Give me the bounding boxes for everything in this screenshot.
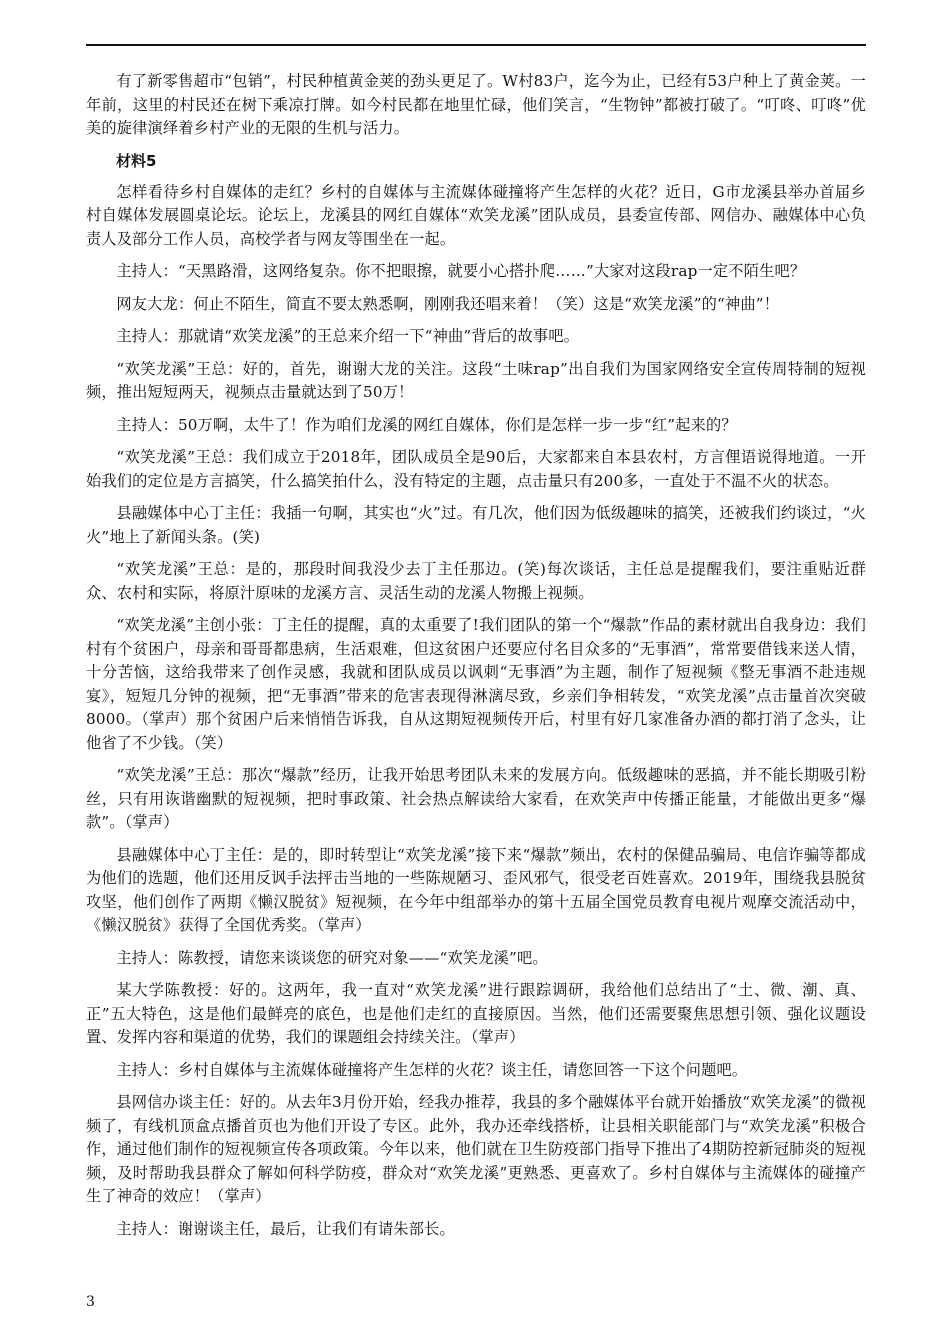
paragraph: 怎样看待乡村自媒体的走红？乡村的自媒体与主流媒体碰撞将产生怎样的火花？近日，G市龙溪县举办首届乡村自媒体发展圆桌论坛。论坛上，龙溪县的网红自媒体“欢笑龙溪”团队成员，县委宣传部、网信办、融媒体中心负责人及部分工作人员，高校学者与网友等围坐在一起。 [86,182,866,248]
paragraph: 县融媒体中心丁主任：我插一句啊，其实也“火”过。有几次，他们因为低级趣味的搞笑，还被我们约谈过，“火火”地上了新闻头条。(笑) [86,504,866,546]
document-body [86,70,866,1250]
paragraph: 主持人：那就请“欢笑龙溪”的王总来介绍一下“神曲”背后的故事吧。 [116,327,580,345]
section-heading: 材料5 [116,151,157,170]
paragraph: 主持人：“天黑路滑，这网络复杂。你不把眼擦，就要小心搭扑爬……”大家对这段rap一定不陌生吧？ [116,262,806,280]
paragraph: 主持人：陈教授，请您来谈谈您的研究对象——“欢笑龙溪”吧。 [116,948,548,967]
paragraph: “欢笑龙溪”王总：那次“爆款”经历，让我开始思考团队未来的发展方向。低级趣味的恶搞，并不能长期吸引粉丝，只有用诙谐幽默的短视频，把时事政策、社会热点解读给大家看，在欢笑声中传播正能量，才能做出更多“爆款”。（掌声） [86,766,866,831]
paragraph: “欢笑龙溪”王总：好的，首先，谢谢大龙的关注。这段“土味rap”出自我们为国家网络安全宣传周特制的短视频，推出短短两天，视频点击量就达到了50万！ [86,359,866,401]
paragraph: 有了新零售超市“包销”，村民种植黄金荚的劲头更足了。W村83户，迄今为止，已经有53户种上了黄金荚。一年前，这里的村民还在树下乘凉打牌。如今村民都在地里忙碌，他们笑言，“生物钟”都被打破了。“叮咚、叮咚”优美的旋律演绎着乡村产业的无限的生机与活力。 [86,72,866,137]
paragraph: “欢笑龙溪”王总：我们成立于2018年，团队成员全是90后，大家都来自本县农村，方言俚语说得地道。一开始我们的定位是方言搞笑，什么搞笑拍什么，没有特定的主题，点击量只有200多，一直处于不温不火的状态。 [86,448,866,490]
paragraph: 某大学陈教授：好的。这两年，我一直对“欢笑龙溪”进行跟踪调研，我给他们总结出了“土、微、潮、真、正”五大特色，这是他们最鲜亮的底色，也是他们走红的直接原因。当然，他们还需要聚焦思想引领、强化议题设置、发挥内容和渠道的优势，我们的课题组会持续关注。（掌声） [86,981,866,1046]
paragraph: “欢笑龙溪”王总：是的，那段时间我没少去丁主任那边。(笑)每次谈话，主任总是提醒我们，要注重贴近群众、农村和实际，将原汁原味的龙溪方言、灵活生动的龙溪人物搬上视频。 [86,560,866,602]
header-rule [86,44,866,46]
paragraph: 县融媒体中心丁主任：是的，即时转型让“欢笑龙溪”接下来“爆款”频出，农村的保健品骗局、电信诈骗等都成为他们的选题，他们还用反讽手法抨击当地的一些陈规陋习、歪风邪气，很受老百姓喜欢。2019年，围绕我县脱贫攻坚，他们创作了两期《懒汉脱贫》短视频，在今年中组部举办的第十五届全国党员教育电视片观摩交流活动中，《懒汉脱贫》获得了全国优秀奖。（掌声） [86,845,866,934]
paragraph: “欢笑龙溪”主创小张：丁主任的提醒，真的太重要了!我们团队的第一个“爆款”作品的素材就出自我身边：我们村有个贫困户，母亲和哥哥都患病，生活艰难，但这贫困户还要应付名目众多的“无事酒”，常常要借钱来送人情，十分苦恼，这给我带来了创作灵感，我就和团队成员以讽刺“无事酒”为主题，制作了短视频《整无事酒不赴违规宴》，短短几分钟的视频，把“无事酒”带来的危害表现得淋漓尽致，乡亲们争相转发，“欢笑龙溪”点击量首次突破8000。（掌声）那个贫困户后来悄悄告诉我，自从这期短视频传开后，村里有好几家准备办酒的都打消了念头，让他省了不少钱。（笑） [86,616,866,752]
paragraph: 主持人：谢谢谈主任，最后，让我们有请朱部长。 [116,1219,455,1238]
paragraph: 主持人：乡村自媒体与主流媒体碰撞将产生怎样的火花？谈主任，请您回答一下这个问题吧。 [116,1060,748,1079]
page-number: 3 [86,1294,95,1310]
paragraph: 县网信办谈主任：好的。从去年3月份开始，经我办推荐，我县的多个融媒体平台就开始播放“欢笑龙溪”的微视频了，有线机顶盒点播首页也为他们开设了专区。此外，我办还牵线搭桥，让县相关职能部门与“欢笑龙溪”积极合作，通过他们制作的短视频宣传各项政策。今年以来，他们就在卫生防疫部门指导下推出了4期防控新冠肺炎的短视频，及时帮助我县群众了解如何科学防疫，群众对“欢笑龙溪”更熟悉、更喜欢了。乡村自媒体与主流媒体的碰撞产生了神奇的效应！（掌声） [86,1093,866,1205]
paragraph: 主持人：50万啊，太牛了！作为咱们龙溪的网红自媒体，你们是怎样一步一步“红”起来的？ [116,415,737,434]
paragraph: 网友大龙：何止不陌生，简直不要太熟悉啊，刚刚我还唱来着！（笑）这是“欢笑龙溪”的“神曲”！ [116,294,780,313]
